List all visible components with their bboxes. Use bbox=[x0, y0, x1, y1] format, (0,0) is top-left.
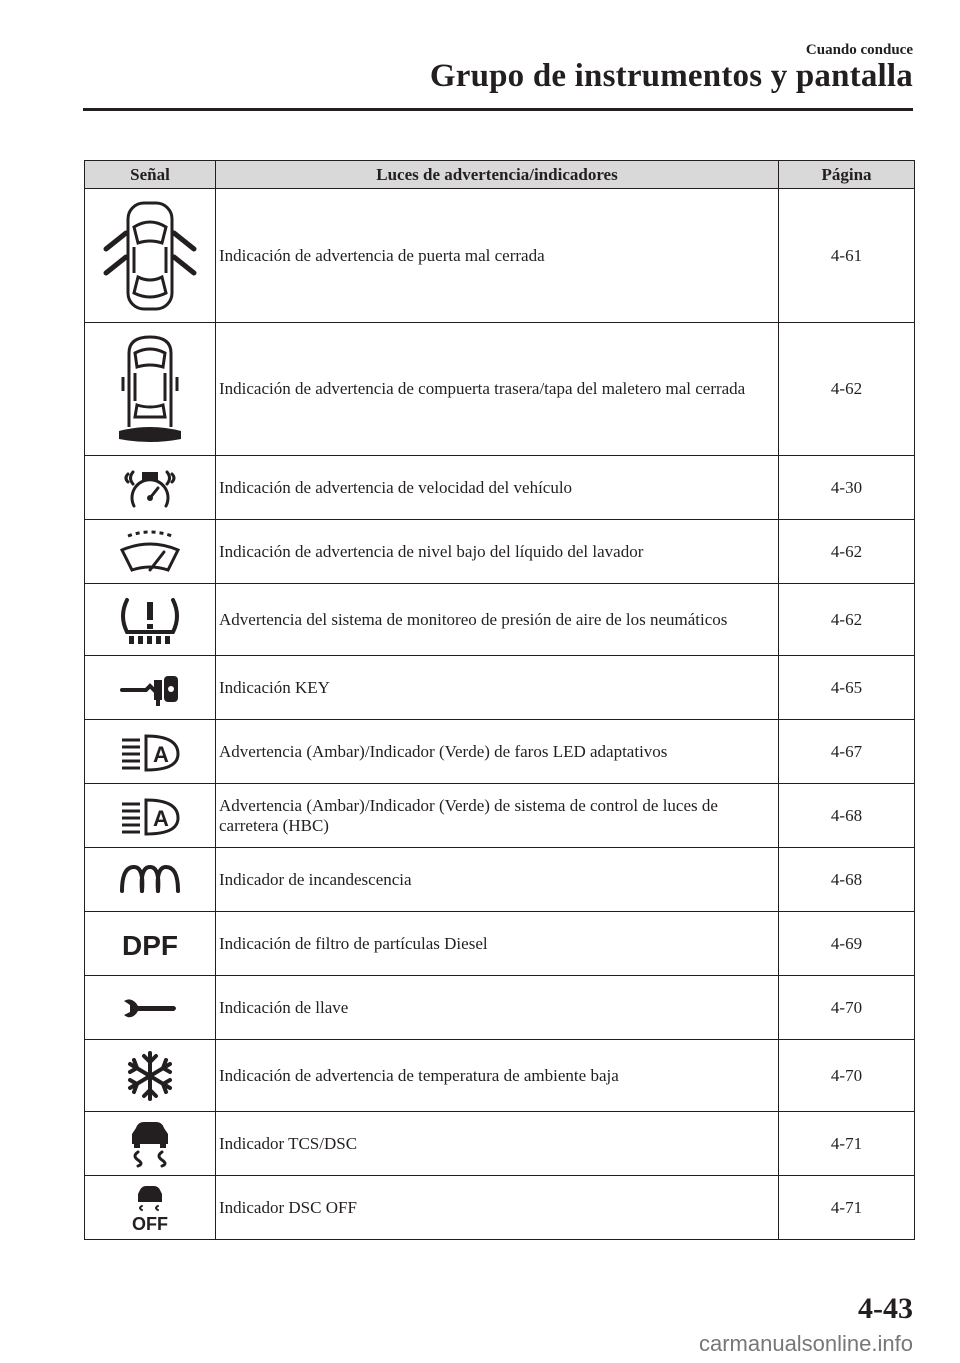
signal-cell bbox=[85, 848, 216, 912]
page-cell: 4-62 bbox=[779, 323, 915, 456]
key-icon bbox=[120, 670, 180, 706]
page-cell: 4-30 bbox=[779, 456, 915, 520]
dpf-icon bbox=[118, 927, 182, 961]
description-cell: Indicación de advertencia de puerta mal cerrada bbox=[216, 189, 779, 323]
table-row bbox=[85, 520, 915, 584]
signal-cell bbox=[85, 912, 216, 976]
section-subtitle: Cuando conduce bbox=[805, 42, 913, 58]
description-cell: Indicador TCS/DSC bbox=[216, 1112, 779, 1176]
table-row bbox=[85, 456, 915, 520]
page-cell: 4-68 bbox=[779, 848, 915, 912]
description-cell: Indicador DSC OFF bbox=[216, 1176, 779, 1240]
description-cell: Indicación de advertencia de compuerta trasera/tapa del maletero mal cerrada bbox=[216, 323, 779, 456]
table-row bbox=[85, 784, 915, 848]
column-header-signal: Señal bbox=[85, 161, 216, 189]
signal-cell bbox=[85, 323, 216, 456]
description-cell: Indicación de filtro de partículas Diesel bbox=[216, 912, 779, 976]
adaptive-led-headlight-icon bbox=[118, 732, 182, 772]
high-beam-control-icon bbox=[118, 796, 182, 836]
signal-cell bbox=[85, 189, 216, 323]
table-row bbox=[85, 912, 915, 976]
wrench-icon bbox=[122, 995, 178, 1021]
table-row bbox=[85, 584, 915, 656]
page-cell: 4-62 bbox=[779, 520, 915, 584]
page-number: 4-43 bbox=[858, 1292, 913, 1325]
description-cell: Advertencia (Ambar)/Indicador (Verde) de faros LED adaptativos bbox=[216, 720, 779, 784]
signal-cell bbox=[85, 520, 216, 584]
speed-warning-icon bbox=[120, 466, 180, 510]
page-cell: 4-70 bbox=[779, 976, 915, 1040]
icon-label-adaptive: A bbox=[153, 741, 169, 767]
tcs-dsc-icon bbox=[124, 1120, 176, 1168]
icon-label-dpf: DPF bbox=[122, 929, 178, 961]
description-cell: Indicación de advertencia de nivel bajo del líquido del lavador bbox=[216, 520, 779, 584]
description-cell: Indicación de advertencia de temperatura de ambiente baja bbox=[216, 1040, 779, 1112]
column-header-page: Página bbox=[779, 161, 915, 189]
snowflake-icon bbox=[124, 1050, 176, 1102]
watermark: carmanualsonline.info bbox=[698, 1331, 913, 1356]
description-cell: Indicación KEY bbox=[216, 656, 779, 720]
signal-cell bbox=[85, 456, 216, 520]
table-row bbox=[85, 848, 915, 912]
table-row bbox=[85, 1112, 915, 1176]
glow-plug-icon bbox=[118, 863, 182, 897]
signal-cell bbox=[85, 584, 216, 656]
page-cell: 4-71 bbox=[779, 1112, 915, 1176]
page-cell: 4-71 bbox=[779, 1176, 915, 1240]
page-cell: 4-69 bbox=[779, 912, 915, 976]
page-cell: 4-65 bbox=[779, 656, 915, 720]
icon-label-adaptive-hbc: A bbox=[153, 805, 169, 831]
description-cell: Advertencia (Ambar)/Indicador (Verde) de sistema de control de luces de carretera (HBC) bbox=[216, 784, 779, 848]
table-header-row bbox=[85, 161, 915, 189]
page-cell: 4-70 bbox=[779, 1040, 915, 1112]
washer-fluid-icon bbox=[118, 530, 182, 574]
column-header-description: Luces de advertencia/indicadores bbox=[216, 161, 779, 189]
signal-cell bbox=[85, 720, 216, 784]
description-cell: Indicación de llave bbox=[216, 976, 779, 1040]
description-cell: Indicador de incandescencia bbox=[216, 848, 779, 912]
page-cell: 4-67 bbox=[779, 720, 915, 784]
signal-cell bbox=[85, 1112, 216, 1176]
tire-pressure-icon bbox=[117, 594, 183, 646]
page-title: Grupo de instrumentos y pantalla bbox=[429, 58, 913, 94]
table-row bbox=[85, 976, 915, 1040]
liftgate-open-icon bbox=[115, 331, 185, 447]
signal-cell bbox=[85, 1040, 216, 1112]
signal-cell bbox=[85, 784, 216, 848]
page-cell: 4-61 bbox=[779, 189, 915, 323]
table-row bbox=[85, 720, 915, 784]
page-cell: 4-62 bbox=[779, 584, 915, 656]
table-row bbox=[85, 656, 915, 720]
table-row bbox=[85, 323, 915, 456]
signal-cell bbox=[85, 656, 216, 720]
table-row bbox=[85, 189, 915, 323]
signal-cell bbox=[85, 1176, 216, 1240]
page-cell: 4-68 bbox=[779, 784, 915, 848]
description-cell: Advertencia del sistema de monitoreo de presión de aire de los neumáticos bbox=[216, 584, 779, 656]
door-ajar-icon bbox=[100, 197, 200, 315]
table-row bbox=[85, 1176, 915, 1240]
warning-lights-table bbox=[84, 160, 915, 1240]
header-divider bbox=[83, 108, 913, 111]
table-row bbox=[85, 1040, 915, 1112]
icon-label-off: OFF bbox=[132, 1213, 168, 1232]
description-cell: Indicación de advertencia de velocidad del vehículo bbox=[216, 456, 779, 520]
dsc-off-icon bbox=[122, 1184, 178, 1232]
signal-cell bbox=[85, 976, 216, 1040]
